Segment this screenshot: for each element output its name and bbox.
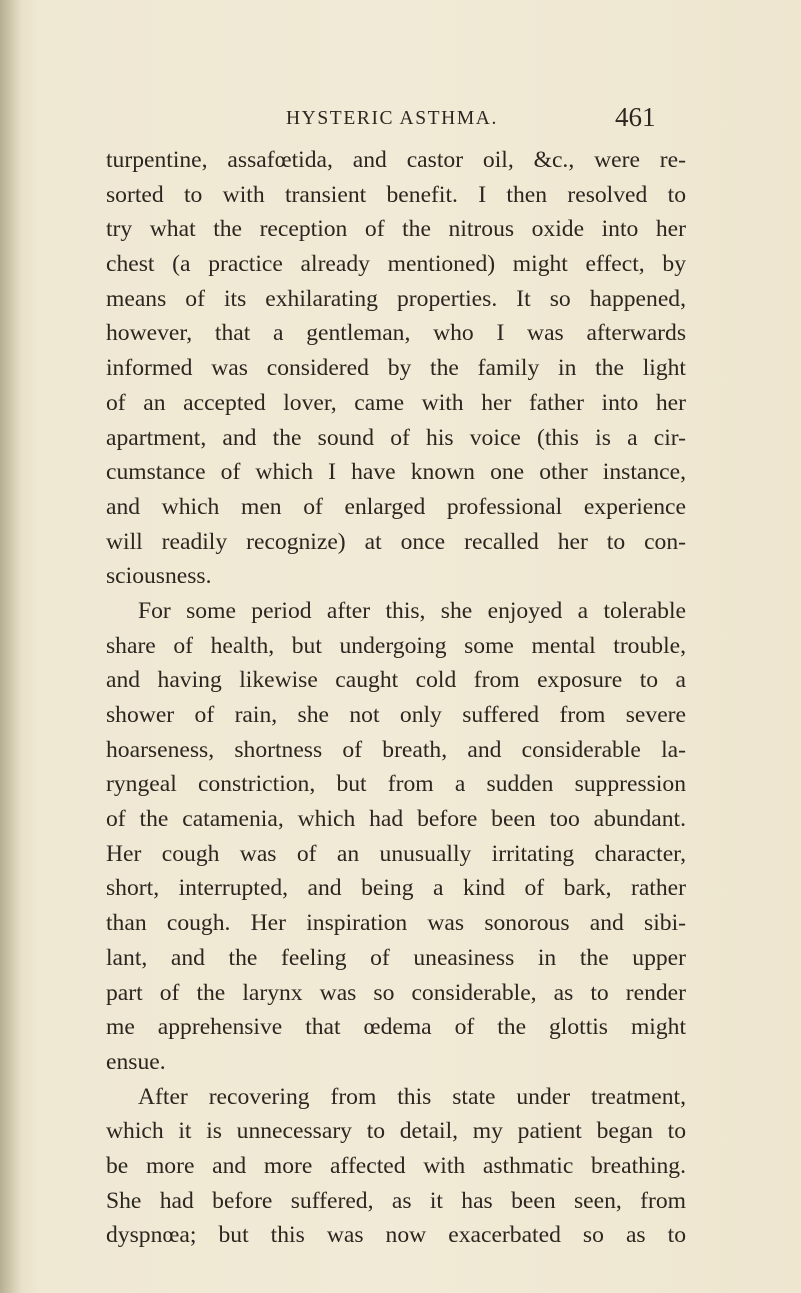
text-line: hoarseness, shortness of breath, and considerable la- [106,736,686,763]
text-line: short, interrupted, and being a kind of bark, rather [106,875,686,902]
text-line: try what the reception of the nitrous oxide into her [106,216,686,243]
text-line: dyspnœa; but this was now exacerbated so as to [106,1222,686,1249]
text-line: After recovering from this state under treatment, [138,1083,686,1110]
text-line: and having likewise caught cold from exposure to a [106,667,686,694]
text-line: part of the larynx was so considerable, as to render [106,979,686,1006]
text-line: She had before suffered, as it has been seen, from [106,1187,686,1214]
text-line: For some period after this, she enjoyed a tolerable [138,597,686,624]
text-line: sorted to with transient benefit. I then resolved to [106,181,686,208]
binding-shadow [0,0,22,1293]
text-line: however, that a gentleman, who I was afterwards [106,320,686,347]
text-line: will readily recognize) at once recalled her to con- [106,528,686,555]
text-line: Her cough was of an unusually irritating character, [106,840,686,867]
text-line: than cough. Her inspiration was sonorous and sibi- [106,910,686,937]
text-line: chest (a practice already mentioned) might effect, by [106,251,686,278]
text-line: apartment, and the sound of his voice (this is a cir- [106,424,686,451]
text-line: share of health, but undergoing some mental trouble, [106,632,686,659]
text-line: cumstance of which I have known one other instance, [106,459,686,486]
text-line: ryngeal constriction, but from a sudden suppression [106,771,686,798]
text-line: and which men of enlarged professional experience [106,493,686,520]
text-line: ensue. [106,1048,166,1075]
text-line: lant, and the feeling of uneasiness in the upper [106,944,686,971]
text-line: be more and more affected with asthmatic breathing. [106,1152,686,1179]
running-head [0,104,801,140]
page-number: 461 [615,102,656,132]
text-line: turpentine, assafœtida, and castor oil, &c., were re- [106,147,686,173]
text-line: which it is unnecessary to detail, my patient began to [106,1118,686,1145]
text-line: me apprehensive that œdema of the glottis might [106,1014,686,1041]
text-line: informed was considered by the family in the light [106,355,686,382]
text-line: sciousness. [106,563,212,590]
text-line: means of its exhilarating properties. It so happened, [106,285,686,312]
running-title: HYSTERIC ASTHMA. [286,108,498,129]
text-line: of an accepted lover, came with her father into her [106,389,686,416]
text-line: of the catamenia, which had before been too abundant. [106,806,686,833]
body-text [106,143,686,1253]
text-line: shower of rain, she not only suffered from severe [106,702,686,728]
